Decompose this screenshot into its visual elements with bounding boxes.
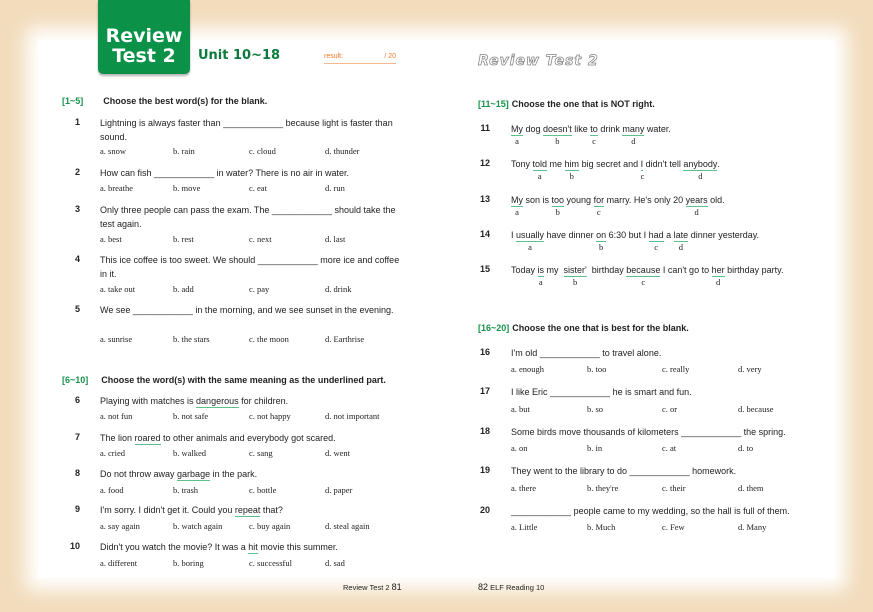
- question-number: 17: [479, 386, 490, 396]
- choice-letter: c: [641, 277, 646, 287]
- question-text: [511, 158, 811, 181]
- question-text: [100, 432, 400, 446]
- question-text: [100, 395, 400, 409]
- section-range: [6~10]: [62, 375, 89, 385]
- page-number: 81: [391, 582, 402, 592]
- choice-letter: d: [678, 242, 684, 252]
- question-text: Some birds move thousands of kilometers ____________ the spring.: [511, 427, 786, 437]
- sentence-part: Today: [511, 265, 538, 275]
- answer-option[interactable]: c. their: [662, 483, 686, 493]
- choice-letter: d: [715, 277, 721, 287]
- underlined-word: to c: [590, 124, 598, 146]
- answer-option[interactable]: c. Few: [662, 522, 685, 532]
- answer-option[interactable]: b. rain: [173, 146, 195, 156]
- underlined-word: for c: [593, 195, 605, 217]
- section-instruction: Choose the one that is best for the blank.: [512, 323, 689, 333]
- answer-option[interactable]: a. there: [511, 483, 537, 493]
- answer-option[interactable]: c. bottle: [249, 485, 277, 495]
- underlined-word: years d: [685, 195, 708, 217]
- answer-option[interactable]: d. Earthrise: [325, 334, 365, 344]
- underlined-word: usually a: [516, 230, 545, 252]
- sentence-part: 6:30 but I: [606, 230, 649, 240]
- underlined-word: I c: [640, 159, 645, 181]
- section-header-16-20: [478, 323, 689, 333]
- question-number: 12: [479, 158, 490, 168]
- choice-letter: b: [555, 207, 560, 217]
- underlined-word: had c: [648, 230, 664, 252]
- choice-letter: d: [698, 171, 703, 181]
- choice-letter: b: [573, 277, 578, 287]
- choice-letter: a: [515, 136, 519, 146]
- underlined-word: garbage: [177, 469, 211, 479]
- answer-option[interactable]: d. not important: [325, 411, 380, 421]
- answer-option[interactable]: b. so: [587, 404, 604, 414]
- question-number: 20: [479, 505, 490, 515]
- answer-option[interactable]: a. not fun: [100, 411, 133, 421]
- question-text: [100, 504, 400, 518]
- underlined-word: sister' b: [563, 265, 587, 287]
- question-number: 16: [479, 347, 490, 357]
- underlined-word: on b: [596, 230, 607, 252]
- sentence-part: Do not throw away: [100, 469, 178, 479]
- answer-option[interactable]: b. rest: [173, 234, 194, 244]
- footer-label: Review Test 2: [343, 583, 390, 592]
- badge-line-1: Review: [105, 25, 183, 47]
- underlined-word: late d: [673, 230, 689, 252]
- answer-option[interactable]: c. buy again: [249, 521, 291, 531]
- sentence-part: Tony: [511, 159, 533, 169]
- sentence-part: in the park.: [210, 469, 258, 479]
- sentence-part: to other animals and everybody got scared.: [160, 433, 336, 443]
- answer-option[interactable]: c. next: [249, 234, 272, 244]
- answer-option[interactable]: b. trash: [173, 485, 199, 495]
- answer-option[interactable]: c. or: [662, 404, 678, 414]
- answer-option[interactable]: d. last: [325, 234, 346, 244]
- answer-option[interactable]: a. enough: [511, 364, 545, 374]
- choice-letter: b: [569, 171, 574, 181]
- sentence-part: young: [564, 195, 594, 205]
- question-number: 6: [74, 395, 80, 405]
- sentence-part: didn't tell: [643, 159, 684, 169]
- answer-option[interactable]: b. Much: [587, 522, 616, 532]
- question-number: 4: [74, 254, 80, 264]
- question-number: 3: [74, 204, 80, 214]
- question-text: How can fish ____________ in water? There is no air in water.: [100, 168, 349, 178]
- question-text: [100, 468, 400, 482]
- underlined-word: her d: [711, 265, 725, 287]
- underlined-word: dangerous: [196, 396, 239, 406]
- answer-option[interactable]: d. because: [738, 404, 774, 414]
- review-test-badge: [98, 0, 190, 74]
- answer-option[interactable]: a. on: [511, 443, 528, 453]
- choice-letter: a: [537, 171, 542, 181]
- question-number: 10: [69, 541, 80, 551]
- answer-option[interactable]: d. paper: [325, 485, 353, 495]
- choice-letter: a: [538, 277, 543, 287]
- answer-option[interactable]: c. successful: [249, 558, 292, 568]
- answer-option[interactable]: c. eat: [249, 183, 267, 193]
- sentence-part: .: [717, 159, 720, 169]
- question-text: I'm old ____________ to travel alone.: [511, 348, 662, 358]
- sentence-part: son is: [523, 195, 552, 205]
- answer-option[interactable]: a. different: [100, 558, 138, 568]
- choice-letter: a: [515, 207, 519, 217]
- answer-option[interactable]: b. watch again: [173, 521, 223, 531]
- answer-option[interactable]: d. went: [325, 448, 351, 458]
- question-text: We see ____________ in the morning, and we see sunset in the evening.: [100, 305, 394, 315]
- answer-option[interactable]: a. food: [100, 485, 124, 495]
- choice-letter: d: [631, 136, 636, 146]
- answer-option[interactable]: c. at: [662, 443, 677, 453]
- section-instruction: Choose the one that is NOT right.: [511, 99, 655, 109]
- answer-option[interactable]: b. add: [173, 284, 194, 294]
- question-text: [511, 194, 811, 217]
- sentence-part: drink: [597, 124, 623, 134]
- choice-letter: c: [654, 242, 659, 252]
- question-text: ____________ people came to my wedding, so the hall is full of them.: [511, 506, 790, 516]
- page-number: 82: [478, 582, 489, 592]
- sentence-part: birthday: [586, 265, 627, 275]
- question-number: 15: [479, 264, 490, 274]
- question-number: 2: [74, 167, 80, 177]
- sentence-part: dog: [523, 124, 544, 134]
- answer-option[interactable]: c. really: [662, 364, 690, 374]
- answer-option[interactable]: b. walked: [173, 448, 207, 458]
- underlined-word: anybody d: [683, 159, 718, 181]
- answer-option[interactable]: d. sad: [325, 558, 345, 568]
- underlined-word: because c: [626, 265, 661, 287]
- answer-option[interactable]: b. they're: [587, 483, 619, 493]
- underlined-word: doesn't b: [543, 124, 572, 146]
- question-number: 8: [74, 468, 80, 478]
- sentence-part: big secret and: [579, 159, 641, 169]
- question-text: They went to the library to do ____________ homework.: [511, 466, 737, 476]
- sentence-part: like: [571, 124, 591, 134]
- answer-option[interactable]: a. best: [100, 234, 122, 244]
- underlined-word: is a: [537, 265, 545, 287]
- answer-option[interactable]: a. but: [511, 404, 530, 414]
- question-number: 1: [74, 117, 80, 127]
- question-text: I like Eric ____________ he is smart and fun.: [511, 387, 692, 397]
- section-range: [16~20]: [478, 323, 510, 333]
- question-text: [511, 264, 811, 287]
- section-header-6-10: [62, 375, 386, 385]
- underlined-word: My a: [511, 195, 523, 217]
- question-text: Lightning is always faster than ____________ because light is faster than sound.: [100, 118, 393, 142]
- underlined-word: told a: [532, 159, 548, 181]
- section-range: [1~5]: [62, 96, 84, 106]
- result-score-field: [324, 53, 396, 64]
- sentence-part: that?: [260, 505, 283, 515]
- underlined-word: many d: [622, 124, 645, 146]
- question-number: 19: [479, 465, 490, 475]
- choice-letter: a: [528, 242, 532, 252]
- choice-letter: c: [640, 171, 645, 181]
- answer-option[interactable]: c. not happy: [249, 411, 291, 421]
- answer-option[interactable]: c. cloud: [249, 146, 276, 156]
- question-number: 13: [479, 194, 490, 204]
- result-label: result:: [324, 53, 344, 60]
- sentence-part: me: [547, 159, 565, 169]
- sentence-part: dinner yesterday.: [688, 230, 760, 240]
- question-number: 7: [74, 432, 80, 442]
- sentence-part: birthday party.: [724, 265, 784, 275]
- section-instruction: Choose the best word(s) for the blank.: [103, 96, 268, 106]
- underlined-word: repeat: [234, 505, 261, 515]
- underlined-word: My a: [511, 124, 523, 146]
- sentence-part: I can't go to: [660, 265, 712, 275]
- question-number: 11: [480, 123, 490, 133]
- question-text: Only three people can pass the exam. The ____________ should take the test again.: [100, 205, 396, 229]
- answer-option[interactable]: d. drink: [325, 284, 352, 294]
- right-page-title: Review Test 2: [478, 53, 599, 69]
- footer-label: ELF Reading 10: [490, 583, 545, 592]
- choice-letter: c: [592, 136, 596, 146]
- section-instruction: Choose the word(s) with the same meaning as the underlined part.: [101, 375, 386, 385]
- badge-line-2: Test 2: [112, 45, 176, 67]
- sentence-part: old.: [707, 195, 725, 205]
- answer-option[interactable]: d. very: [738, 364, 762, 374]
- choice-letter: b: [598, 242, 604, 252]
- underlined-word: roared: [134, 433, 161, 443]
- sentence-part: water.: [644, 124, 671, 134]
- answer-option[interactable]: d. steal again: [325, 521, 370, 531]
- answer-option[interactable]: d. Many: [738, 522, 767, 532]
- footer-right: [478, 582, 544, 592]
- section-header-1-5: [62, 96, 267, 106]
- section-header-11-15: [478, 99, 655, 109]
- sentence-part: The lion: [100, 433, 135, 443]
- sentence-part: I'm sorry. I didn't get it. Could you: [100, 505, 235, 515]
- answer-option[interactable]: d. thunder: [325, 146, 360, 156]
- sentence-part: marry. He's only 20: [604, 195, 686, 205]
- answer-option[interactable]: a. cried: [100, 448, 126, 458]
- question-number: 5: [74, 304, 80, 314]
- answer-option[interactable]: a. sunrise: [100, 334, 133, 344]
- answer-option[interactable]: b. move: [173, 183, 201, 193]
- choice-letter: c: [596, 207, 601, 217]
- sentence-part: a: [663, 230, 674, 240]
- footer-left: [343, 582, 402, 592]
- sentence-part: my: [544, 265, 564, 275]
- question-number: 14: [479, 229, 490, 239]
- answer-option[interactable]: c. pay: [249, 284, 270, 294]
- result-total: / 20: [384, 53, 396, 60]
- answer-option[interactable]: d. to: [738, 443, 754, 453]
- sentence-part: Playing with matches is: [100, 396, 197, 406]
- answer-option[interactable]: a. say again: [100, 521, 140, 531]
- answer-option[interactable]: d. them: [738, 483, 764, 493]
- answer-option[interactable]: c. sang: [249, 448, 273, 458]
- answer-option[interactable]: b. too: [587, 364, 607, 374]
- answer-option[interactable]: c. the moon: [249, 334, 289, 344]
- sentence-part: Didn't you watch the movie? It was a: [100, 542, 249, 552]
- underlined-word: too b: [551, 195, 565, 217]
- question-text: [511, 229, 811, 252]
- underlined-word: hit: [248, 542, 258, 552]
- question-text: This ice coffee is too sweet. We should ____________ more ice and coffee in it.: [100, 255, 400, 279]
- answer-option[interactable]: a. Little: [511, 522, 538, 532]
- unit-range: Unit 10~18: [198, 48, 281, 63]
- sentence-part: I: [511, 230, 517, 240]
- choice-letter: b: [555, 136, 560, 146]
- answer-option[interactable]: b. boring: [173, 558, 204, 568]
- question-number: 18: [479, 426, 490, 436]
- answer-option[interactable]: b. the stars: [173, 334, 210, 344]
- sentence-part: for children.: [238, 396, 289, 406]
- answer-option[interactable]: b. in: [587, 443, 603, 453]
- sentence-part: have dinner: [544, 230, 597, 240]
- answer-option[interactable]: a. breathe: [100, 183, 134, 193]
- sentence-part: movie this summer.: [257, 542, 338, 552]
- answer-option[interactable]: a. take out: [100, 284, 136, 294]
- question-number: 9: [74, 504, 80, 514]
- answer-option[interactable]: a. snow: [100, 146, 126, 156]
- choice-letter: d: [694, 207, 699, 217]
- section-range: [11~15]: [478, 99, 509, 109]
- question-text: [100, 541, 400, 555]
- question-text: [511, 123, 811, 146]
- answer-option[interactable]: b. not safe: [173, 411, 209, 421]
- underlined-word: him b: [564, 159, 580, 181]
- answer-option[interactable]: d. run: [325, 183, 345, 193]
